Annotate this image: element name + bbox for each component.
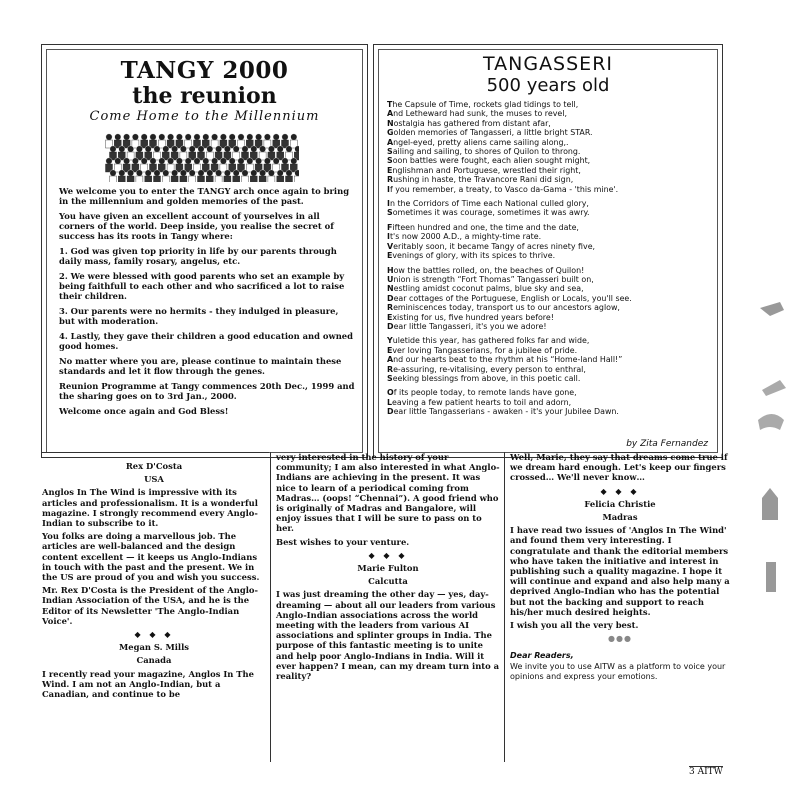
dear-readers-heading: Dear Readers, [510,651,574,661]
poem-line: Rushing in haste, the Travancore Rani did sign, [387,175,574,185]
crowd-illustration [103,127,299,182]
poem-line: Golden memories of Tangasseri, a little bright STAR. [387,128,593,138]
poem-line: In the Corridors of Time each National culled glory, [387,199,589,209]
dear-readers-text: We invite you to use AITW as a platform to voice your opinions and express your emotions. [510,661,726,681]
tangy-paragraph: 4. Lastly, they gave their children a good education and owned good homes. [59,330,353,352]
drum-icon [758,414,784,430]
building-icon [762,498,778,520]
poem-line: It's now 2000 A.D., a mighty-time rate. [387,232,542,242]
dots-separator: ●●● [608,633,632,644]
poem-stanza [387,266,715,332]
diamond-separator: ◆ ◆ ◆ [368,549,408,560]
poem-subtitle: 500 years old [486,75,610,96]
letters-column-2 [276,452,500,684]
poem-line: Dear little Tangasserians - awaken - it's your Jubilee Dawn. [387,407,619,417]
poem-stanza [387,100,715,194]
poem-line: Sometimes it was courage, sometimes it was awry. [387,208,590,218]
tangy-title: TANGY 2000 [120,57,289,84]
poem-body [387,100,715,422]
letter-closing: I wish you all the very best. [510,620,639,631]
letter-author: Felicia Christie [584,498,656,509]
poem-line: Reminiscences today, transport us to our ancestors aglow, [387,303,620,313]
letter-paragraph: Well, Marie, they say that dreams come true if we dream hard enough. Let's keep our fingers crossed… We'll never know… [510,452,728,483]
poem-line: If you remember, a treaty, to Vasco da-Gama - 'this mine'. [387,184,619,194]
tangy-paragraph: We welcome you to enter the TANGY arch once again to bring in the millennium and golden memories of the past. [59,186,350,207]
tangy-reunion-box [41,44,368,458]
poem-line: Seeking blessings from above, in this poetic call. [387,373,581,383]
poem-line: And Letheward had sunk, the muses to revel, [387,109,567,119]
poem-line: Union is strength “Fort Thomas” Tangasseri built on, [387,274,594,284]
poem-author: by Zita Fernandez [626,439,708,449]
diamond-separator: ◆ ◆ ◆ [600,485,640,496]
poem-line: Dear little Tangasseri, it's you we adore! [387,321,547,331]
cannon-icon [762,380,786,396]
letter-paragraph: Mr. Rex D'Costa is the President of the Anglo-Indian Association of the USA, and he is the Editor of its Newsletter 'The Anglo-Indian Voice'. [42,585,258,626]
poem-line: Ever loving Tangasserians, for a jubilee of pride. [387,345,578,355]
poem-stanza [387,199,715,218]
poem-line: Yuletide this year, has gathered folks far and wide, [387,336,590,346]
letter-place: USA [144,474,164,485]
poem-line: Angel-eyed, pretty aliens came sailing along,. [387,137,569,147]
poem-title: TANGASSERI [483,53,613,75]
poem-line: Sailing and sailing, to shores of Quilon to throng. [387,147,581,157]
letter-paragraph: I was just dreaming the other day — yes, day-dreaming — about all our leaders from various Anglo-Indian associations across the world meeting with the leaders from various AI associations and splinter groups in India. The purpose of this fantastic meeting is to unite and help poor Anglo-Indians in India. Will it ever happen? I mean, can my dream turn into a reality? [276,589,500,682]
letter-place: Canada [136,655,172,666]
poem-line: Evenings of glory, with its spices to thrive. [387,251,556,261]
letter-paragraph: very interested in the history of your community; I am also interested in what Anglo-Indians are achieving in the present. It was nice to learn of a periodical coming from Madras… (oops! “Chennai”). A good friend who is originally of Madras and Bangalore, will enjoy issues that I will be sure to pass on to her. [276,452,500,534]
tangy-paragraph: You have given an excellent account of yourselves in all corners of the world. Deep inside, you realise the secret of success has its roots in Tangy where: [59,210,334,242]
ship-icon [760,302,784,316]
letters-column-1 [42,461,266,702]
letter-author: Rex D'Costa [125,461,183,471]
poem-line: Nestling amidst coconut palms, blue sky and sea, [387,284,584,294]
tangy-welcome-text [59,186,357,420]
diamond-separator: ◆ ◆ ◆ [134,629,174,640]
poem-line: Existing for us, five hundred years before! [387,312,554,322]
poem-line: And our hearts beat to the rhythm at his “Home-land Hall!” [387,355,623,365]
letter-author: Megan S. Mills [119,642,189,653]
letter-author: Marie Fulton [357,563,419,574]
letter-closing: Best wishes to your venture. [276,536,410,547]
letter-paragraph: Anglos In The Wind is impressive with its articles and professionalism. It is a wonderful magazine. I strongly recommend every Anglo-Indian to subscribe to it. [42,487,258,529]
poem-line: Re-assuring, re-vitalising, every person to enthral, [387,364,586,374]
tangy-paragraph: No matter where you are, please continue to maintain these standards and let it flow through the genes. [59,355,342,377]
column-divider [270,452,271,762]
divider-line [41,452,269,453]
tangy-paragraph: 3. Our parents were no hermits - they indulged in pleasure, but with moderation. [59,306,339,327]
poem-line: The Capsule of Time, rockets glad tidings to tell, [387,100,579,109]
poem-line: Soon battles were fought, each alien sought might, [387,156,591,166]
poem-line: Of its people today, to remote lands have gone, [387,388,577,398]
letter-place: Calcutta [368,576,408,587]
letters-column-3 [510,452,730,682]
tangy-tagline: Come Home to the Millennium [89,109,320,124]
poem-line: Englishman and Portuguese, wrestled their right, [387,165,581,175]
tangy-paragraph: Reunion Programme at Tangy commences 20th Dec., 1999 and the sharing goes on to 3rd Jan., 2000. [59,380,355,401]
poem-line: Nostalgia has gathered from distant afar, [387,118,551,128]
poem-stanza [387,223,715,261]
letter-paragraph: You folks are doing a marvellous job. The articles are well-balanced and the design content excellent — it keeps us Anglo-Indians in touch with the past and the present. We in the US are proud of you and wish you success. [42,531,260,583]
poem-line: Fifteen hundred and one, the time and the date, [387,222,579,232]
poem-box [373,44,723,458]
poem-line: Dear cottages of the Portuguese, English or Locals, you'll see. [387,293,632,303]
poem-stanza [387,336,715,383]
column-divider [504,452,505,762]
lighthouse-icon [766,562,776,592]
margin-decorations [752,300,792,600]
letter-paragraph: I recently read your magazine, Anglos In The Wind. I am not an Anglo-Indian, but a Canadian, and continue to be [42,668,254,700]
letter-place: Madras [602,512,638,523]
tangy-paragraph: 2. We were blessed with good parents who set an example by being faithfull to each other and who sacrificed a lot to raise their children. [59,270,345,302]
tangy-paragraph: 1. God was given top priority in life by our parents through daily mass, family rosary, angelus, etc. [59,246,337,267]
poem-stanza [387,388,715,416]
tangy-paragraph: Welcome once again and God Bless! [59,405,229,416]
poem-line: Veritably soon, it became Tangy of acres ninety five, [387,241,596,251]
poem-line: How the battles rolled, on, the beaches of Quilon! [387,265,585,275]
page-number: 3 AITW [689,767,723,777]
letter-paragraph: I have read two issues of 'Anglos In The Wind' and found them very interesting. I congratulate and thank the editorial members who have taken the initiative and interest in publishing such a quality magazine. I hope it will continue and expand and also help many a deprived Anglo-Indian who has the potential but not the backing and support to reach his/her much desired heights. [510,525,730,617]
poem-line: Leaving a few patient hearts to toil and adorn, [387,397,572,407]
tangy-subtitle: the reunion [132,83,277,109]
